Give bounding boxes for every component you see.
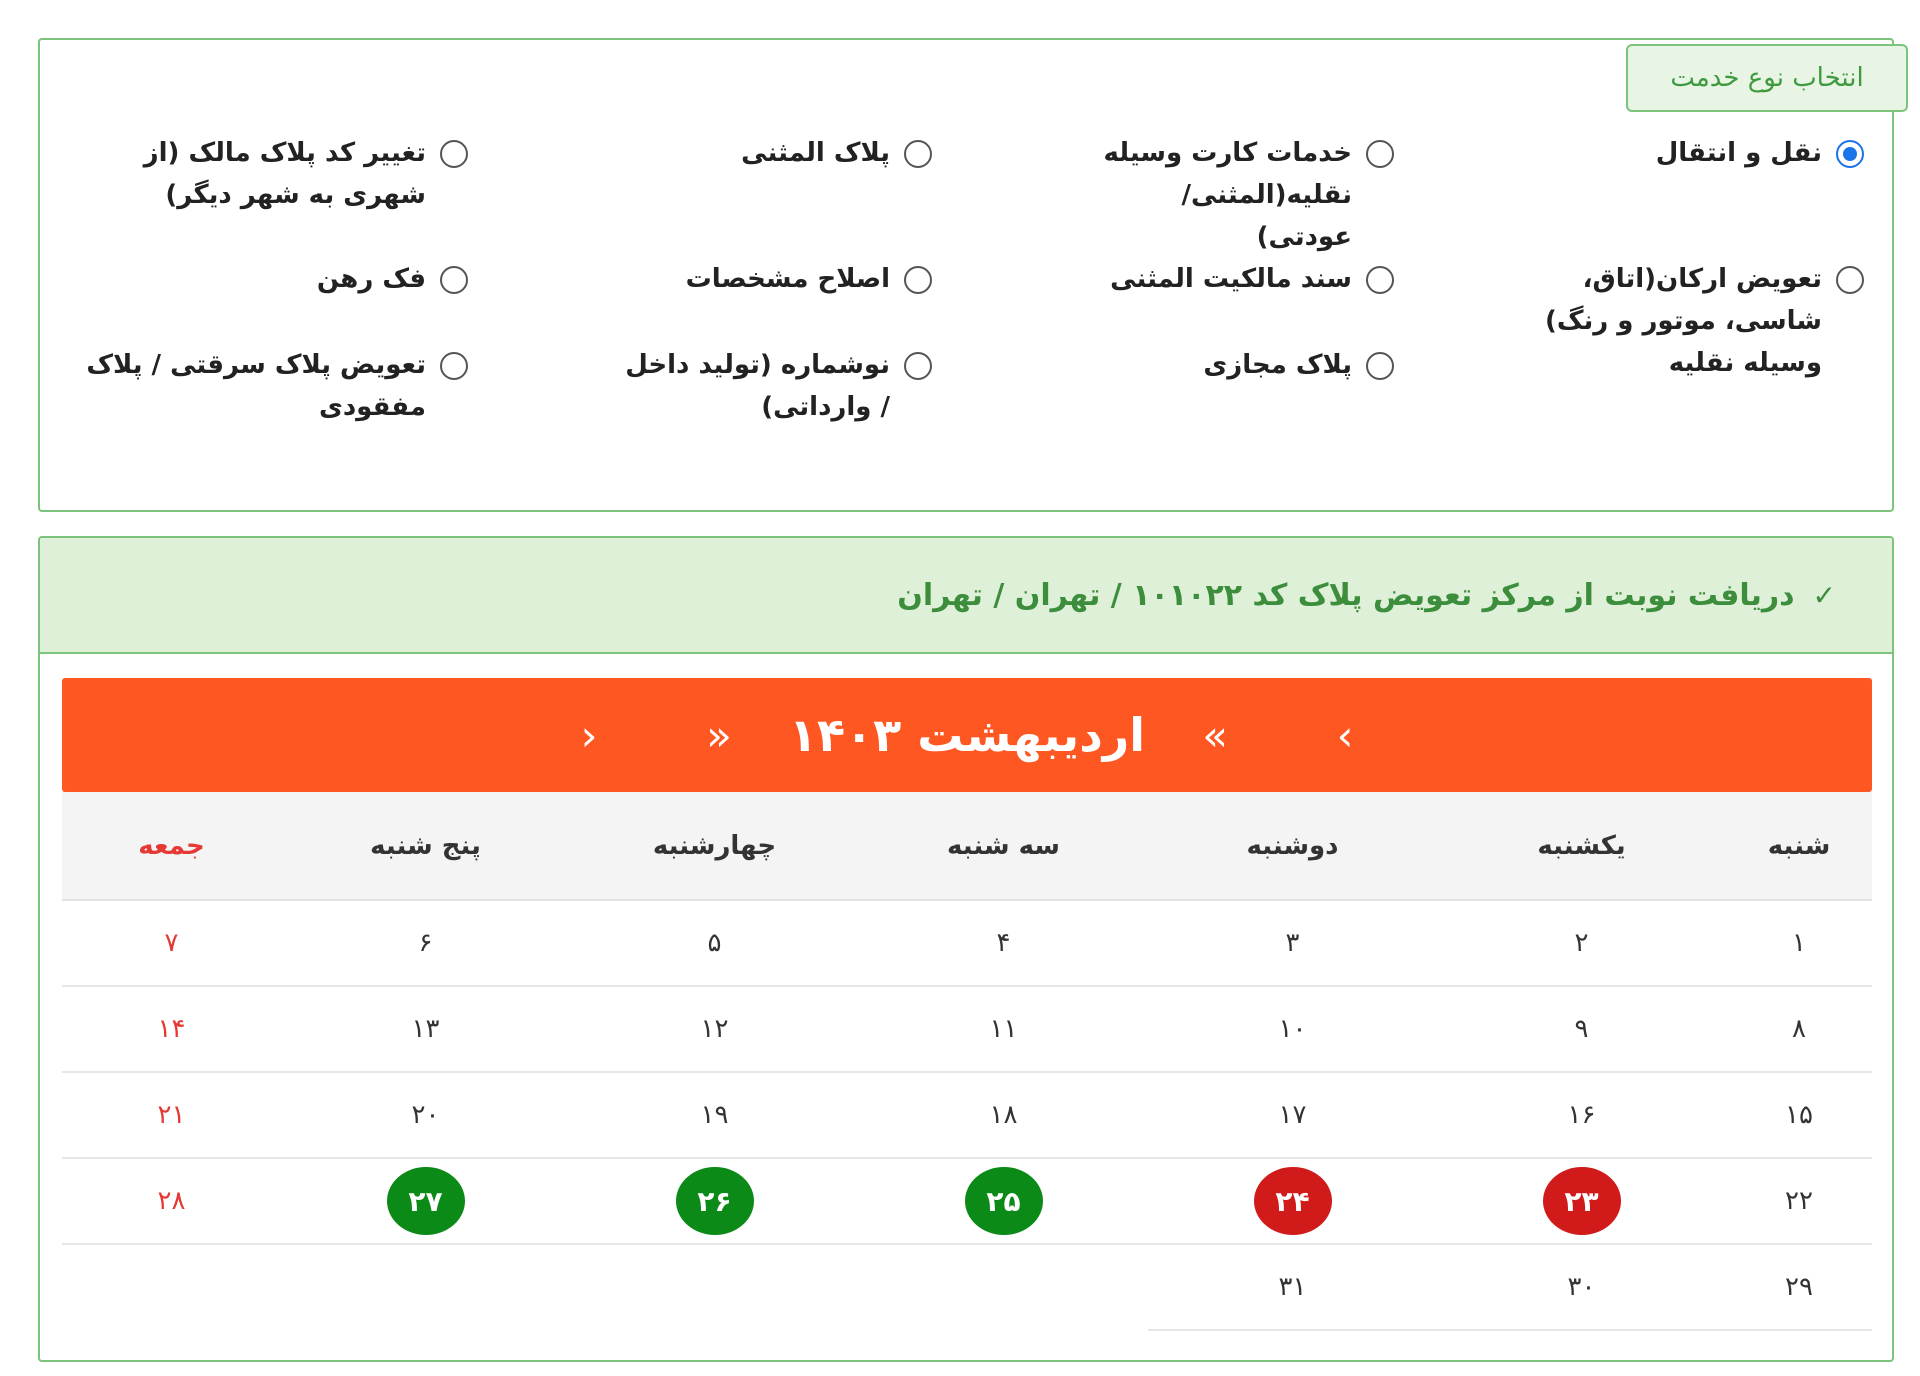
option-duplicate-ownership[interactable]: سند مالکیت المثنی [994, 258, 1394, 300]
month-navigation-bar [62, 678, 1872, 792]
booking-header-text: دریافت نوبت از مرکز تعویض پلاک کد ۱۰۱۰۲۲ / تهران / تهران [897, 577, 1795, 613]
radio-change-plate-city[interactable] [440, 140, 468, 168]
calendar-day-cell: ۲۸ [62, 1158, 281, 1244]
calendar-day-cell: ۲۱ [62, 1072, 281, 1158]
calendar-empty-cell [281, 1244, 570, 1330]
calendar-day-cell: ۲۹ [1726, 1244, 1872, 1330]
option-new-numbering[interactable]: نوشماره (تولید داخل / وارداتی) [532, 344, 932, 428]
radio-replace-stolen-plate[interactable] [440, 352, 468, 380]
calendar-day-cell: ۵ [570, 900, 859, 986]
calendar-day-cell: ۳۱ [1148, 1244, 1437, 1330]
weekday-header: سه شنبه [859, 792, 1148, 900]
option-replace-stolen-plate[interactable]: تعویض پلاک سرقتی / پلاک مفقودی [68, 344, 468, 428]
option-card-services[interactable]: خدمات کارت وسیله نقلیه(المثنی/عودتی) [994, 132, 1394, 258]
next-month-button[interactable]: › [1336, 710, 1354, 760]
calendar-week-row [62, 986, 1872, 1072]
weekday-header-friday: جمعه [62, 792, 281, 900]
radio-new-numbering[interactable] [904, 352, 932, 380]
weekday-header: شنبه [1726, 792, 1872, 900]
calendar-empty-cell [859, 1244, 1148, 1330]
calendar-day-cell[interactable] [859, 1158, 1148, 1244]
calendar-day-cell: ۳ [1148, 900, 1437, 986]
calendar-day-cell: ۱۷ [1148, 1072, 1437, 1158]
full-day-badge[interactable]: ۲۳ [1543, 1167, 1621, 1235]
calendar-day-cell: ۸ [1726, 986, 1872, 1072]
available-day-badge[interactable]: ۲۷ [387, 1167, 465, 1235]
calendar-day-cell: ۱ [1726, 900, 1872, 986]
calendar-day-cell: ۲۰ [281, 1072, 570, 1158]
calendar-week-row [62, 1244, 1872, 1330]
service-type-panel [38, 38, 1894, 512]
radio-duplicate-plate[interactable] [904, 140, 932, 168]
option-replace-components[interactable]: تعویض ارکان(اتاق، شاسی، موتور و رنگ) وسیله نقلیه [1464, 258, 1864, 384]
calendar-empty-cell [62, 1244, 281, 1330]
check-icon: ✓ [1812, 578, 1836, 612]
calendar-day-cell: ۶ [281, 900, 570, 986]
option-duplicate-plate[interactable]: پلاک المثنی [532, 132, 932, 174]
radio-transfer[interactable] [1836, 140, 1864, 168]
calendar-day-cell: ۲ [1437, 900, 1726, 986]
radio-virtual-plate[interactable] [1366, 352, 1394, 380]
calendar-day-cell: ۴ [859, 900, 1148, 986]
available-day-badge[interactable]: ۲۵ [965, 1167, 1043, 1235]
calendar-day-cell: ۹ [1437, 986, 1726, 1072]
radio-replace-components[interactable] [1836, 266, 1864, 294]
option-virtual-plate[interactable]: پلاک مجازی [994, 344, 1394, 386]
radio-duplicate-ownership[interactable] [1366, 266, 1394, 294]
radio-card-services[interactable] [1366, 140, 1394, 168]
radio-release-mortgage[interactable] [440, 266, 468, 294]
next-year-button[interactable]: » [1202, 710, 1228, 760]
calendar-day-cell: ۱۲ [570, 986, 859, 1072]
calendar-day-cell: ۳۰ [1437, 1244, 1726, 1330]
prev-month-button[interactable]: ‹ [580, 710, 598, 760]
calendar-day-cell[interactable] [281, 1158, 570, 1244]
calendar-grid [62, 792, 1872, 1331]
weekday-header-row [62, 792, 1872, 900]
calendar-day-cell: ۱۸ [859, 1072, 1148, 1158]
option-change-plate-city[interactable]: تغییر کد پلاک مالک (از شهری به شهر دیگر) [58, 132, 468, 216]
prev-year-button[interactable]: « [706, 710, 732, 760]
weekday-header: دوشنبه [1148, 792, 1437, 900]
booking-header [40, 538, 1892, 654]
calendar-day-cell: ۱۱ [859, 986, 1148, 1072]
full-day-badge[interactable]: ۲۴ [1254, 1167, 1332, 1235]
calendar-day-cell: ۱۰ [1148, 986, 1437, 1072]
calendar-day-cell: ۱۹ [570, 1072, 859, 1158]
option-release-mortgage[interactable]: فک رهن [68, 258, 468, 300]
weekday-header: یکشنبه [1437, 792, 1726, 900]
calendar-week-row [62, 1158, 1872, 1244]
month-title: اردیبهشت ۱۴۰۳ [788, 708, 1146, 762]
calendar-week-row [62, 900, 1872, 986]
calendar-day-cell[interactable] [1437, 1158, 1726, 1244]
calendar-day-cell: ۱۵ [1726, 1072, 1872, 1158]
service-type-legend: انتخاب نوع خدمت [1626, 44, 1908, 112]
calendar-day-cell: ۱۳ [281, 986, 570, 1072]
radio-correct-details[interactable] [904, 266, 932, 294]
available-day-badge[interactable]: ۲۶ [676, 1167, 754, 1235]
calendar-day-cell: ۲۲ [1726, 1158, 1872, 1244]
calendar-day-cell: ۷ [62, 900, 281, 986]
option-transfer[interactable]: نقل و انتقال [1464, 132, 1864, 174]
calendar-day-cell: ۱۶ [1437, 1072, 1726, 1158]
calendar-day-cell[interactable] [570, 1158, 859, 1244]
weekday-header: چهارشنبه [570, 792, 859, 900]
calendar-day-cell: ۱۴ [62, 986, 281, 1072]
calendar-day-cell[interactable] [1148, 1158, 1437, 1244]
booking-panel [38, 536, 1894, 1362]
calendar-empty-cell [570, 1244, 859, 1330]
option-correct-details[interactable]: اصلاح مشخصات [532, 258, 932, 300]
weekday-header: پنج شنبه [281, 792, 570, 900]
calendar-week-row [62, 1072, 1872, 1158]
